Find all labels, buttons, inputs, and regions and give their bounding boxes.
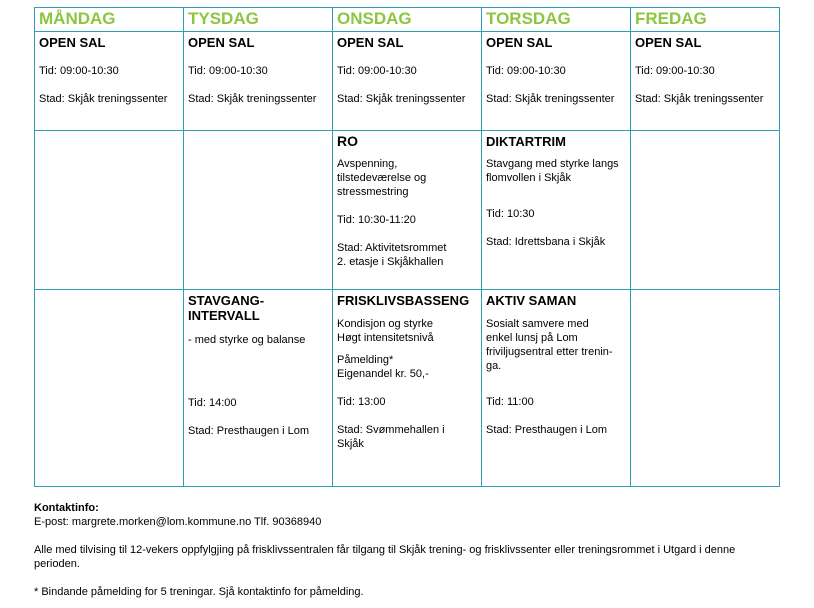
contact-line: E-post: margrete.morken@lom.kommune.no Tlf. 90368940 (34, 516, 322, 528)
schedule-cell (482, 131, 631, 290)
activity-description: Avspenning, (337, 158, 398, 170)
activity-description: ga. (486, 360, 502, 372)
activity-description: flomvollen i Skjåk (486, 172, 571, 184)
fee-note: Eigenandel kr. 50,- (337, 368, 429, 380)
activity-place: Stad: Skjåk treningssenter (188, 93, 317, 105)
schedule-cell (184, 32, 333, 131)
schedule-cell (184, 290, 333, 487)
schedule-cell (333, 32, 482, 131)
schedule-cell-empty (35, 131, 184, 290)
activity-time: Tid: 10:30-11:20 (337, 214, 416, 226)
activity-title: OPEN SAL (39, 35, 106, 50)
activity-place: 2. etasje i Skjåkhallen (337, 256, 444, 268)
schedule-row (35, 290, 780, 487)
activity-time: Tid: 09:00-10:30 (39, 65, 119, 77)
activity-place: Stad: Skjåk treningssenter (486, 93, 615, 105)
schedule-cell (482, 32, 631, 131)
activity-time: Tid: 09:00-10:30 (337, 65, 417, 77)
activity-title: OPEN SAL (188, 35, 255, 50)
activity-description: friviljugsentral etter trenin- (486, 346, 613, 358)
contact-heading: Kontaktinfo: (34, 502, 99, 514)
activity-title: INTERVALL (188, 308, 260, 323)
activity-time: Tid: 10:30 (486, 208, 535, 220)
activity-time: Tid: 14:00 (188, 397, 237, 409)
schedule-cell-empty (184, 131, 333, 290)
schedule-cell-empty (35, 290, 184, 487)
activity-place: Stad: Svømmehallen i (337, 424, 445, 436)
day-header: TYSDAG (184, 8, 333, 32)
activity-title: RO (337, 133, 358, 149)
activity-place: Stad: Skjåk treningssenter (635, 93, 764, 105)
signup-footnote: * Bindande påmelding for 5 treningar. Sjå kontaktinfo for påmelding. (34, 586, 364, 598)
activity-time: Tid: 09:00-10:30 (635, 65, 715, 77)
activity-time: Tid: 09:00-10:30 (486, 65, 566, 77)
activity-title: OPEN SAL (635, 35, 702, 50)
activity-title: OPEN SAL (486, 35, 553, 50)
day-header: MÅNDAG (35, 8, 184, 32)
signup-note: Påmelding* (337, 354, 394, 366)
activity-description: Stavgang med styrke langs (486, 158, 619, 170)
activity-place: Stad: Skjåk treningssenter (39, 93, 168, 105)
activity-title: FRISKLIVSBASSENG (337, 293, 470, 308)
schedule-cell (333, 290, 482, 487)
day-header: TORSDAG (482, 8, 631, 32)
schedule-cell (35, 32, 184, 131)
activity-title: OPEN SAL (337, 35, 404, 50)
activity-description: - med styrke og balanse (188, 334, 306, 346)
referral-note: Alle med tilvising til 12-vekers oppfylgjing på frisklivssentralen får tilgang til Skjåk trening- og frisklivssenter eller treningsrommet i Utgard i denne perioden. (34, 544, 736, 570)
schedule-cell-empty (631, 290, 780, 487)
schedule-cell (631, 32, 780, 131)
activity-description: Kondisjon og styrke (337, 318, 433, 330)
schedule-row (35, 131, 780, 290)
activity-description: Sosialt samvere med (486, 318, 589, 330)
contact-section (34, 501, 794, 599)
activity-place: Stad: Aktivitetsrommet (337, 242, 447, 254)
activity-title: AKTIV SAMAN (486, 293, 577, 308)
activity-place: Stad: Skjåk treningssenter (337, 93, 466, 105)
activity-time: Tid: 13:00 (337, 396, 386, 408)
schedule-cell (333, 131, 482, 290)
activity-description: enkel lunsj på Lom (486, 332, 578, 344)
activity-title: DIKTARTRIM (486, 134, 566, 149)
activity-place: Stad: Presthaugen i Lom (188, 425, 310, 437)
day-header: FREDAG (631, 8, 780, 32)
schedule-row (35, 32, 780, 131)
activity-place: Stad: Presthaugen i Lom (486, 424, 608, 436)
activity-description: Høgt intensitetsnivå (337, 332, 434, 344)
weekly-schedule-table (34, 7, 780, 487)
activity-description: tilstedeværelse og (337, 172, 427, 184)
activity-time: Tid: 11:00 (486, 396, 534, 408)
activity-time: Tid: 09:00-10:30 (188, 65, 268, 77)
activity-title: STAVGANG- (188, 293, 265, 308)
schedule-cell (482, 290, 631, 487)
activity-place: Skjåk (337, 438, 364, 450)
activity-description: stressmestring (337, 186, 409, 198)
schedule-cell-empty (631, 131, 780, 290)
day-header: ONSDAG (333, 8, 482, 32)
activity-place: Stad: Idrettsbana i Skjåk (486, 236, 606, 248)
day-header-row (35, 8, 780, 32)
